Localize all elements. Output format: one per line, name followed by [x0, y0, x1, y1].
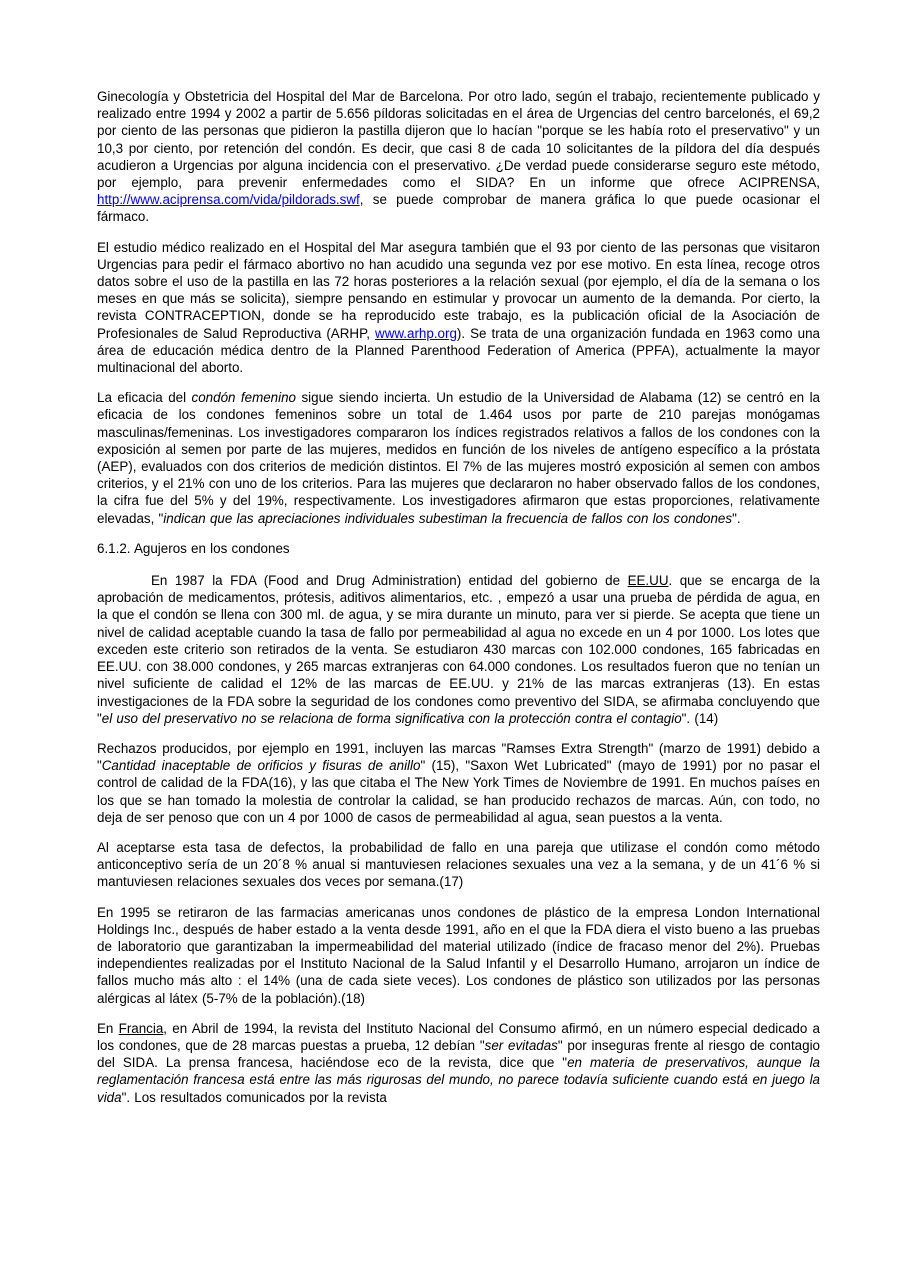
- text-run: Ginecología y Obstetricia del Hospital del Mar de Barcelona. Por otro lado, según el trabajo, recientemente publicado y realizado entre 1994 y 2002 a partir de 5.656 píldoras solicitadas en el área de Urgencias del centro barcelonés, el 69,2 por ciento de las personas que pidieron la pastilla dijeron que lo hacían "porque se les había roto el preservativo" y un 10,3 por ciento, por retención del condón. Es decir, que casi 8 de cada 10 solicitantes de la píldora del día después acudieron a Urgencias por alguna incidencia con el preservativo. ¿De verdad puede considerarse seguro este método, por ejemplo, para prevenir enfermedades como el SIDA? En un informe que ofrece ACIPRENSA,: [97, 89, 820, 191]
- document-content: [97, 88, 820, 1119]
- italic-text: condón femenino: [191, 390, 297, 406]
- paragraph: [97, 904, 820, 1007]
- underlined-text: EE.UU: [627, 573, 669, 589]
- italic-text: en materia de preservativos, aunque la reglamentación francesa está entre las más rigurosas del mundo, no parece todavía suficiente cuando está en juego la vida: [97, 1055, 820, 1105]
- text-run: ".: [732, 510, 741, 526]
- hyperlink[interactable]: http://www.aciprensa.com/vida/pildorads.swf: [97, 192, 360, 208]
- text-run: En 1987 la FDA (Food and Drug Administration) entidad del gobierno de: [151, 573, 628, 589]
- paragraph: [97, 839, 820, 891]
- text-run: En: [97, 1020, 119, 1036]
- text-run: " por inseguras frente al riesgo de contagio del SIDA. La prensa francesa, haciéndose eco de la revista, dice que ": [97, 1037, 820, 1071]
- italic-text: Cantidad inaceptable de orificios y fisuras de anillo: [101, 758, 421, 774]
- paragraph: [97, 1020, 820, 1106]
- text-run: La eficacia del: [97, 390, 192, 406]
- paragraph: [97, 740, 820, 826]
- text-run: Al aceptarse esta tasa de defectos, la probabilidad de fallo en una pareja que utilizase el condón como método anticonceptivo sería de un 20´8 % anual si mantuviesen relaciones sexuales una vez a la semana, y de un 41´6 % si mantuviesen relaciones sexuales dos veces por semana.(17): [97, 839, 820, 890]
- text-run: , en Abril de 1994, la revista del Instituto Nacional del Consumo afirmó, en un número especial dedicado a los condones, que de 28 marcas puestas a prueba, 12 debían ": [97, 1020, 820, 1053]
- text-run: sigue siendo incierta. Un estudio de la Universidad de Alabama (12) se centró en la eficacia de los condones femeninos sobre un total de 1.464 usos por parte de 210 parejas monógamas masculinas/femeninas. Los investigadores compararon los índices registrados relativos a fallos de los condones con la exposición al semen por parte de las mujeres, medidos en función de los niveles de antígeno específico a la próstata (AEP), evaluados con dos criterios de medición distintos. El 7% de las mujeres mostró exposición al semen con ambos criterios, y el 21% con uno de los criterios. Para las mujeres que declararon no haber observado fallos de los condones, la cifra fue del 5% y del 19%, respectivamente. Los investigadores afirmaron que estas proporciones, relativamente elevadas, ": [97, 390, 820, 526]
- text-run: , se puede comprobar de manera gráfica lo que puede ocasionar el fármaco.: [97, 192, 820, 225]
- text-run: " (15), "Saxon Wet Lubricated" (mayo de 1991) por no pasar el control de calidad de la FDA(16), y las que citaba el The New York Times de Noviembre de 1991. En muchos países en los que se han tomado la molestia de controlar la calidad, se han producido rechazos de marcas. Aún, con todo, no deja de ser penoso que con un 4 por 1000 de casos de permeabilidad al agua, sean puestos a la venta.: [97, 758, 820, 825]
- text-run: 6.1.2. Agujeros en los condones: [97, 540, 290, 556]
- paragraph: [97, 88, 820, 226]
- text-run: El estudio médico realizado en el Hospital del Mar asegura también que el 93 por ciento de las personas que visitaron Urgencias para pedir el fármaco abortivo no han acudido una segunda vez por ese motivo. En esta línea, recoge otros datos sobre el uso de la pastilla en las 72 horas posteriores a la relación sexual (por ejemplo, el día de la semana o los meses en que más se solicita), siempre pensando en estimular y provocar un aumento de la demanda. Por cierto, la revista CONTRACEPTION, donde se ha reproducido este trabajo, es la publicación oficial de la Asociación de Profesionales de Salud Reproductiva (ARHP,: [97, 239, 820, 341]
- text-run: ". (14): [681, 710, 719, 726]
- underlined-text: Francia: [118, 1020, 164, 1036]
- text-run: . que se encarga de la aprobación de medicamentos, prótesis, aditivos alimentarios, etc. , empezó a usar una prueba de pérdida de agua, en la que el condón se llena con 300 ml. de agua, y se mira durante un minuto, para ver si pierde. Se acepta que tiene un nivel de calidad aceptable cuando la tasa de fallo por permeabilidad al agua no excede en un 4 por 1000. Los lotes que exceden este criterio son retirados de la venta. Se estudiaron 430 marcas con 102.000 condones, 165 fabricadas en EE.UU. con 38.000 condones, y 265 marcas extranjeras con 64.000 condones. Los resultados fueron que no tenían un nivel suficiente de calidad el 12% de las marcas de EE.UU. y 21% de las marcas extranjeras (13). En estas investigaciones de la FDA sobre la seguridad de los condones como preventivo del SIDA, se afirmaba concluyendo que ": [97, 573, 820, 726]
- italic-text: indican que las apreciaciones individuales subestiman la frecuencia de fallos con los condones: [163, 510, 733, 526]
- section-heading: [97, 540, 820, 557]
- text-run: En 1995 se retiraron de las farmacias americanas unos condones de plástico de la empresa London International Holdings Inc., después de haber estado a la venta desde 1991, año en el que la FDA diera el visto bueno a las pruebas de laboratorio que garantizaban la impermeabilidad del material utilizado (índice de fracaso menor del 2%). Pruebas independientes realizadas por el Instituto Nacional de la Salud Infantil y el Desarrollo Humano, arrojaron un índice de fallos mucho más alto : el 14% (una de cada siete veces). Los condones de plástico son utilizados por las personas alérgicas al látex (5-7% de la población).(18): [97, 904, 820, 1006]
- paragraph: [97, 389, 820, 527]
- text-run: ). Se trata de una organización fundada en 1963 como una área de educación médica dentro de la Planned Parenthood Federation of America (PPFA), actualmente la mayor multinacional del aborto.: [97, 325, 820, 376]
- text-run: ". Los resultados comunicados por la revista: [121, 1089, 387, 1105]
- paragraph: [97, 239, 820, 377]
- italic-text: ser evitadas: [484, 1037, 558, 1053]
- hyperlink[interactable]: www.arhp.org: [375, 325, 457, 341]
- paragraph: [97, 572, 820, 727]
- italic-text: el uso del preservativo no se relaciona de forma significativa con la protección contra el contagio: [101, 710, 682, 726]
- text-run: Rechazos producidos, por ejemplo en 1991, incluyen las marcas "Ramses Extra Strength" (marzo de 1991) debido a ": [97, 740, 820, 774]
